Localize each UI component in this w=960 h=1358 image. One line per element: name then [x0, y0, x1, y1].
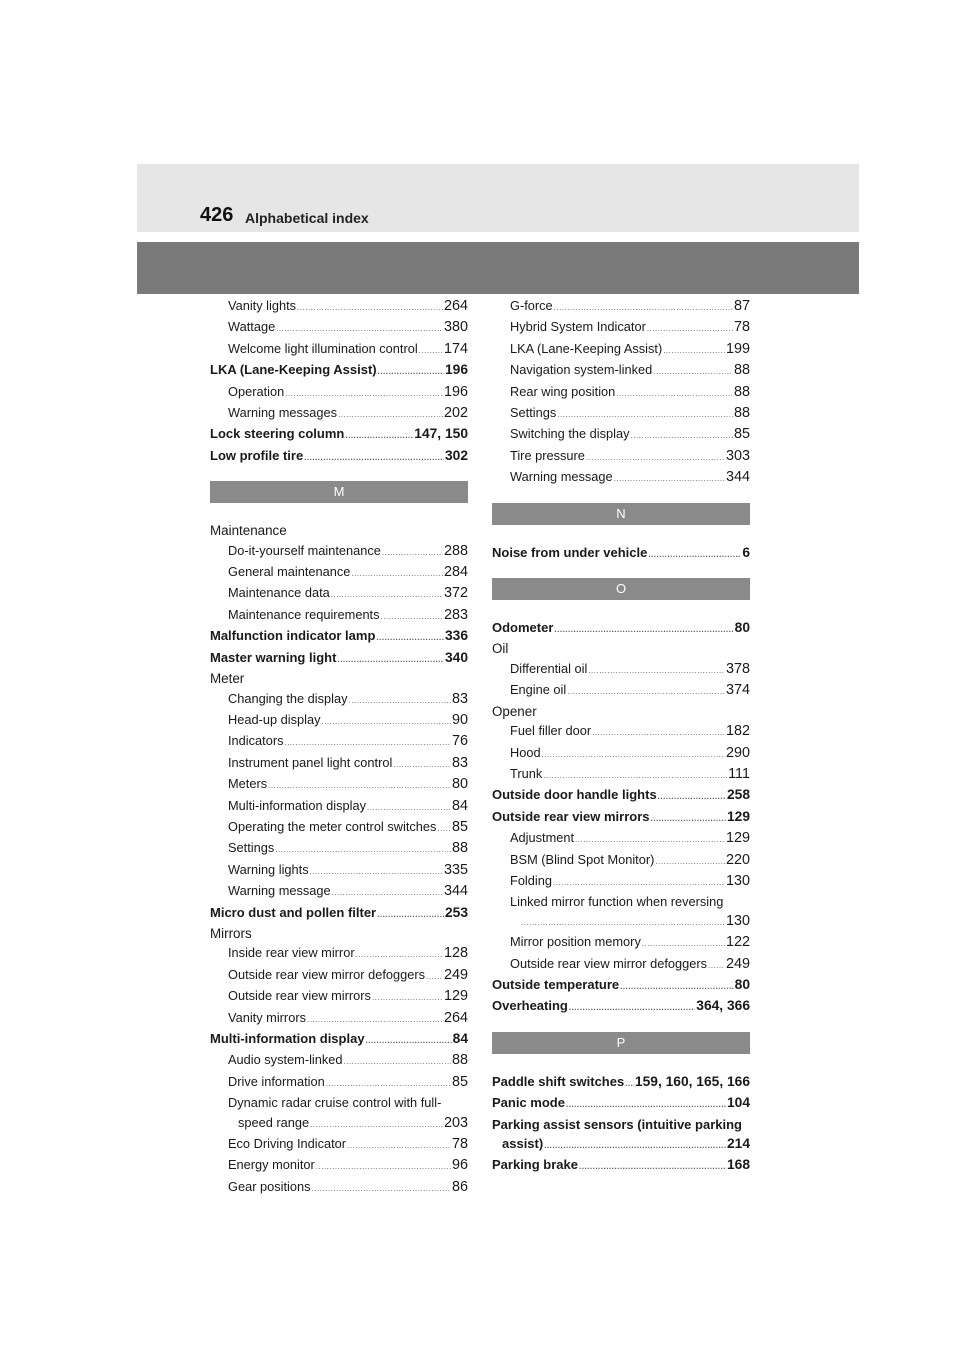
- index-entry[interactable]: [210, 903, 468, 924]
- leader-dots: [351, 564, 443, 583]
- page-reference: 378: [725, 660, 750, 677]
- index-entry[interactable]: [492, 892, 750, 932]
- leader-dots: [366, 1031, 452, 1050]
- index-subentry[interactable]: [210, 774, 468, 795]
- page-reference: 168: [726, 1157, 750, 1173]
- entry-label-continued: speed range: [238, 1114, 310, 1130]
- page-reference: 264: [443, 1009, 468, 1026]
- leader-dots: [344, 1052, 451, 1071]
- page-reference: 220: [725, 851, 750, 868]
- entry-label: G-force: [510, 298, 553, 313]
- index-subentry[interactable]: [210, 1134, 468, 1155]
- index-subentry[interactable]: [210, 1155, 468, 1176]
- page-reference: 335: [443, 861, 468, 878]
- index-subentry[interactable]: [492, 721, 750, 742]
- leader-dots: [356, 945, 443, 964]
- entry-label: Settings: [228, 840, 275, 856]
- index-column-left: [210, 296, 468, 1198]
- leader-dots: [316, 1157, 451, 1176]
- leader-dots: [543, 766, 727, 785]
- entry-continuation: [228, 1113, 468, 1134]
- index-heading: [492, 702, 750, 721]
- page-reference: 130: [725, 912, 750, 929]
- leader-dots: [307, 1010, 443, 1029]
- page-reference: 85: [451, 1073, 468, 1090]
- page-reference: 85: [733, 426, 750, 443]
- entry-label: Parking assist sensors (intuitive parking: [492, 1116, 742, 1132]
- index-subentry[interactable]: [210, 339, 468, 360]
- entry-label: Paddle shift switches: [492, 1073, 625, 1089]
- index-entry[interactable]: [210, 1093, 468, 1134]
- leader-dots: [310, 1115, 443, 1134]
- leader-dots: [620, 977, 733, 996]
- index-subentry[interactable]: [210, 965, 468, 986]
- page-reference: 88: [733, 405, 750, 422]
- leader-dots: [542, 745, 725, 764]
- page-reference: 78: [451, 1136, 468, 1153]
- page-reference: 87: [733, 298, 750, 314]
- entry-label: Lock steering column: [210, 426, 345, 442]
- entry-label: Head-up display: [228, 711, 321, 727]
- leader-dots: [347, 1136, 451, 1155]
- page-number: 426: [200, 204, 234, 226]
- index-subentry[interactable]: [210, 881, 468, 902]
- leader-dots: [566, 1095, 726, 1114]
- leader-dots: [592, 723, 725, 742]
- entry-label: Vanity mirrors: [228, 1009, 306, 1025]
- page-reference: 380: [443, 319, 468, 336]
- leader-dots: [285, 384, 443, 403]
- entry-label: Tire pressure: [510, 447, 585, 463]
- leader-dots: [544, 1136, 726, 1155]
- index-subentry[interactable]: [210, 541, 468, 562]
- index-subentry[interactable]: [492, 850, 750, 871]
- entry-label: Low profile tire: [210, 447, 304, 463]
- page-reference: 147, 150: [414, 426, 468, 442]
- entry-label: Rear wing position: [510, 383, 616, 399]
- entry-label: Micro dust and pollen filter: [210, 904, 377, 920]
- entry-label: Warning message: [228, 883, 331, 899]
- index-entry[interactable]: [210, 1029, 468, 1050]
- index-subentry[interactable]: [210, 943, 468, 964]
- leader-dots: [345, 426, 413, 445]
- index-heading: [210, 521, 468, 540]
- page-reference: 6: [742, 544, 750, 560]
- leader-dots: [304, 448, 444, 467]
- index-subentry[interactable]: [210, 986, 468, 1007]
- leader-dots: [276, 319, 443, 338]
- index-subentry[interactable]: [492, 382, 750, 403]
- index-subentry[interactable]: [492, 360, 750, 381]
- index-subentry[interactable]: [210, 838, 468, 859]
- page-reference: 90: [451, 711, 468, 728]
- entry-label: Warning messages: [228, 405, 338, 421]
- page-reference: 199: [725, 340, 750, 357]
- leader-dots: [378, 362, 444, 381]
- page-reference: 374: [725, 682, 750, 699]
- leader-dots: [393, 755, 451, 774]
- page-reference: 372: [443, 585, 468, 602]
- letter-section-header: P: [492, 1032, 750, 1054]
- entry-label: Outside temperature: [492, 976, 620, 992]
- entry-label: Eco Driving Indicator: [228, 1136, 347, 1152]
- page-reference: 344: [725, 469, 750, 486]
- index-subentry[interactable]: [492, 871, 750, 892]
- index-entry[interactable]: [492, 996, 750, 1017]
- entry-continuation: [492, 1134, 750, 1155]
- page-reference: 83: [451, 690, 468, 707]
- entry-label: Welcome light illumination control: [228, 340, 418, 356]
- leader-dots: [310, 862, 443, 881]
- index-subentry[interactable]: [210, 562, 468, 583]
- leader-dots: [553, 873, 725, 892]
- index-subentry[interactable]: [210, 796, 468, 817]
- page-reference: 253: [444, 904, 468, 920]
- leader-dots: [663, 341, 725, 360]
- leader-dots: [331, 585, 443, 604]
- entry-label: Parking brake: [492, 1157, 578, 1173]
- entry-label: Outside door handle lights: [492, 787, 657, 803]
- leader-dots: [426, 967, 443, 986]
- entry-label: Instrument panel light control: [228, 754, 393, 770]
- index-subentry[interactable]: [210, 860, 468, 881]
- page-reference: 182: [725, 723, 750, 740]
- leader-dots: [651, 809, 726, 828]
- index-subentry[interactable]: [210, 1177, 468, 1198]
- entry-label: Oil: [492, 641, 509, 657]
- leader-dots: [376, 628, 444, 647]
- page-reference: 290: [725, 744, 750, 761]
- entry-label: Maintenance data: [228, 585, 330, 601]
- page-reference: 340: [444, 649, 468, 665]
- index-subentry[interactable]: [492, 424, 750, 445]
- entry-label: Warning message: [510, 469, 613, 485]
- page-reference: 129: [443, 988, 468, 1005]
- index-entry[interactable]: [210, 360, 468, 381]
- page-reference: 122: [725, 934, 750, 951]
- page-reference: 83: [451, 754, 468, 771]
- page-reference: 78: [733, 319, 750, 336]
- entry-label: Energy monitor: [228, 1157, 315, 1173]
- entry-label: Noise from under vehicle: [492, 544, 648, 560]
- entry-label: Odometer: [492, 620, 554, 636]
- entry-label: Adjustment: [510, 830, 575, 846]
- leader-dots: [268, 776, 451, 795]
- index-entry[interactable]: [492, 1115, 750, 1156]
- entry-label: Operation: [228, 383, 285, 399]
- page-reference: 88: [733, 362, 750, 379]
- index-entry[interactable]: [492, 543, 750, 564]
- entry-label: Outside rear view mirror defoggers: [228, 966, 426, 982]
- leader-dots: [554, 298, 733, 317]
- index-subentry[interactable]: [210, 403, 468, 424]
- index-subentry[interactable]: [210, 753, 468, 774]
- leader-dots: [586, 448, 725, 467]
- entry-label: Do-it-yourself maintenance: [228, 542, 381, 558]
- entry-label: Outside rear view mirror defoggers: [510, 955, 708, 971]
- page-reference: 284: [443, 564, 468, 581]
- page-reference: 364, 366: [696, 998, 750, 1014]
- index-entry[interactable]: [210, 626, 468, 647]
- page-reference: 129: [726, 808, 750, 824]
- index-entry[interactable]: [492, 1072, 750, 1093]
- index-subentry[interactable]: [210, 382, 468, 403]
- leader-dots: [642, 934, 725, 953]
- index-entry[interactable]: [492, 807, 750, 828]
- leader-dots: [332, 883, 443, 902]
- leader-dots: [655, 852, 725, 871]
- entry-label: Multi-information display: [210, 1031, 365, 1046]
- entry-label: Multi-information display: [228, 797, 366, 813]
- page-reference: 174: [443, 340, 468, 357]
- page-reference: 249: [443, 966, 468, 983]
- page-reference: 80: [734, 620, 750, 636]
- entry-label: Wattage: [228, 319, 276, 335]
- leader-dots: [377, 905, 444, 924]
- index-subentry[interactable]: [492, 954, 750, 975]
- page-reference: 96: [451, 1157, 468, 1174]
- leader-dots: [367, 798, 451, 817]
- index-subentry[interactable]: [210, 296, 468, 317]
- page-reference: 196: [444, 362, 468, 378]
- entry-label: Changing the display: [228, 690, 348, 706]
- leader-dots: [419, 341, 443, 360]
- leader-dots: [337, 650, 444, 669]
- entry-label: BSM (Blind Spot Monitor): [510, 851, 655, 867]
- entry-label-continued: assist): [502, 1136, 544, 1151]
- entry-label: Differential oil: [510, 660, 588, 676]
- leader-dots: [382, 543, 443, 562]
- page-reference: 86: [451, 1178, 468, 1195]
- entry-label: Hybrid System Indicator: [510, 319, 646, 335]
- index-subentry[interactable]: [210, 817, 468, 838]
- index-entry[interactable]: [492, 1155, 750, 1176]
- leader-dots: [557, 405, 733, 424]
- entry-label: Outside rear view mirrors: [228, 988, 371, 1004]
- entry-label: General maintenance: [228, 564, 351, 580]
- leader-dots: [338, 405, 443, 424]
- page-reference: 249: [725, 955, 750, 972]
- leader-dots: [653, 362, 733, 381]
- index-heading: [492, 639, 750, 658]
- page-reference: 111: [728, 765, 750, 782]
- page-reference: 88: [451, 1052, 468, 1069]
- page-reference: 264: [443, 298, 468, 314]
- letter-section-header: N: [492, 503, 750, 525]
- leader-dots: [616, 384, 733, 403]
- leader-dots: [521, 913, 725, 932]
- entry-label: Trunk: [510, 765, 543, 781]
- index-entry[interactable]: [210, 424, 468, 445]
- entry-label: Outside rear view mirrors: [492, 808, 650, 824]
- index-subentry[interactable]: [210, 605, 468, 626]
- entry-label: Hood: [510, 744, 541, 760]
- index-entry[interactable]: [492, 618, 750, 639]
- leader-dots: [349, 691, 451, 710]
- leader-dots: [631, 426, 733, 445]
- section-title: Alphabetical index: [245, 210, 369, 226]
- index-subentry[interactable]: [492, 764, 750, 785]
- leader-dots: [275, 840, 451, 859]
- page-reference: 214: [726, 1136, 750, 1151]
- leader-dots: [569, 998, 695, 1017]
- entry-label: LKA (Lane-Keeping Assist): [510, 340, 663, 356]
- index-entry[interactable]: [210, 446, 468, 467]
- index-subentry[interactable]: [210, 583, 468, 604]
- leader-dots: [321, 712, 451, 731]
- leader-dots: [567, 682, 725, 701]
- index-subentry[interactable]: [210, 317, 468, 338]
- entry-label: Vanity lights: [228, 298, 297, 313]
- entry-label: LKA (Lane-Keeping Assist): [210, 362, 377, 378]
- index-subentry[interactable]: [492, 317, 750, 338]
- index-subentry[interactable]: [492, 743, 750, 764]
- page-reference: 302: [444, 447, 468, 463]
- page-reference: 80: [451, 776, 468, 793]
- entry-label: Warning lights: [228, 861, 309, 877]
- entry-label: Fuel filler door: [510, 723, 592, 739]
- index-subentry[interactable]: [210, 1008, 468, 1029]
- page-reference: 196: [443, 383, 468, 400]
- letter-section-header: M: [210, 481, 468, 503]
- index-entry[interactable]: [492, 1093, 750, 1114]
- entry-label: Indicators: [228, 733, 284, 749]
- index-subentry[interactable]: [210, 1050, 468, 1071]
- entry-label: Meter: [210, 671, 245, 687]
- leader-dots: [326, 1074, 451, 1093]
- leader-dots: [554, 620, 733, 639]
- page-reference: 344: [443, 883, 468, 900]
- leader-dots: [647, 319, 733, 338]
- entry-label: Master warning light: [210, 649, 337, 665]
- index-subentry[interactable]: [210, 710, 468, 731]
- page-reference: 84: [451, 797, 468, 814]
- leader-dots: [372, 988, 443, 1007]
- leader-dots: [297, 298, 443, 317]
- entry-label: Switching the display: [510, 426, 630, 442]
- index-subentry[interactable]: [492, 403, 750, 424]
- entry-label: Settings: [510, 405, 557, 421]
- entry-continuation: [510, 912, 750, 932]
- leader-dots: [312, 1179, 451, 1198]
- page-reference: 130: [725, 872, 750, 889]
- index-heading: [210, 924, 468, 943]
- leader-dots: [614, 469, 725, 488]
- leader-dots: [575, 830, 725, 849]
- entry-label: Mirrors: [210, 925, 252, 941]
- entry-label: Dynamic radar cruise control with full-: [228, 1095, 442, 1111]
- entry-label: Maintenance requirements: [228, 606, 380, 622]
- index-subentry[interactable]: [492, 339, 750, 360]
- index-subentry[interactable]: [492, 659, 750, 680]
- page-reference: 336: [444, 628, 468, 644]
- page-reference: 104: [726, 1095, 750, 1111]
- index-entry[interactable]: [492, 785, 750, 806]
- leader-dots: [381, 607, 443, 626]
- leader-dots: [658, 787, 726, 806]
- page-reference: 288: [443, 542, 468, 559]
- index-subentry[interactable]: [492, 680, 750, 701]
- page-reference: 258: [726, 787, 750, 803]
- page-reference: 84: [452, 1031, 468, 1046]
- entry-label: Opener: [492, 703, 537, 719]
- entry-label: Navigation system-linked: [510, 362, 653, 378]
- page-reference: 129: [725, 830, 750, 847]
- entry-label: Overheating: [492, 998, 568, 1014]
- letter-section-header: O: [492, 578, 750, 600]
- leader-dots: [588, 661, 725, 680]
- index-entry[interactable]: [492, 975, 750, 996]
- index-heading: [210, 669, 468, 688]
- leader-dots: [708, 956, 725, 975]
- entry-label: Panic mode: [492, 1095, 565, 1111]
- header-dark-band: [137, 242, 859, 294]
- entry-label: Meters: [228, 776, 268, 792]
- index-subentry[interactable]: [210, 689, 468, 710]
- entry-label: Audio system-linked: [228, 1052, 343, 1068]
- index-subentry[interactable]: [210, 1072, 468, 1093]
- index-entry[interactable]: [210, 648, 468, 669]
- entry-label: Gear positions: [228, 1178, 311, 1194]
- entry-label: Folding: [510, 872, 552, 888]
- page-reference: 128: [443, 945, 468, 962]
- entry-label: Operating the meter control switches: [228, 818, 437, 834]
- page-reference: 88: [733, 383, 750, 400]
- entry-label: Inside rear view mirror: [228, 945, 355, 961]
- page-reference: 80: [734, 976, 750, 992]
- index-subentry[interactable]: [492, 446, 750, 467]
- leader-dots: [437, 819, 451, 838]
- index-subentry[interactable]: [492, 467, 750, 488]
- index-subentry[interactable]: [492, 828, 750, 849]
- index-subentry[interactable]: [492, 932, 750, 953]
- leader-dots: [284, 733, 451, 752]
- entry-label: Maintenance: [210, 523, 287, 539]
- index-column-right: [492, 296, 750, 1177]
- entry-label: Drive information: [228, 1073, 325, 1089]
- page-reference: 76: [451, 733, 468, 750]
- index-subentry[interactable]: [492, 296, 750, 317]
- index-subentry[interactable]: [210, 731, 468, 752]
- page-reference: 202: [443, 405, 468, 422]
- entry-label: Malfunction indicator lamp: [210, 628, 376, 644]
- page-reference: 159, 160, 165, 166: [634, 1073, 750, 1089]
- page-reference: 283: [443, 606, 468, 623]
- page-reference: 203: [443, 1114, 468, 1131]
- page-reference: 85: [451, 818, 468, 835]
- entry-label: Mirror position memory: [510, 934, 641, 950]
- entry-label: Engine oil: [510, 682, 567, 698]
- page-reference: 88: [451, 840, 468, 857]
- entry-label: Linked mirror function when reversing: [510, 894, 724, 910]
- leader-dots: [625, 1074, 634, 1093]
- leader-dots: [648, 545, 741, 564]
- leader-dots: [579, 1157, 726, 1176]
- page-reference: 303: [725, 447, 750, 464]
